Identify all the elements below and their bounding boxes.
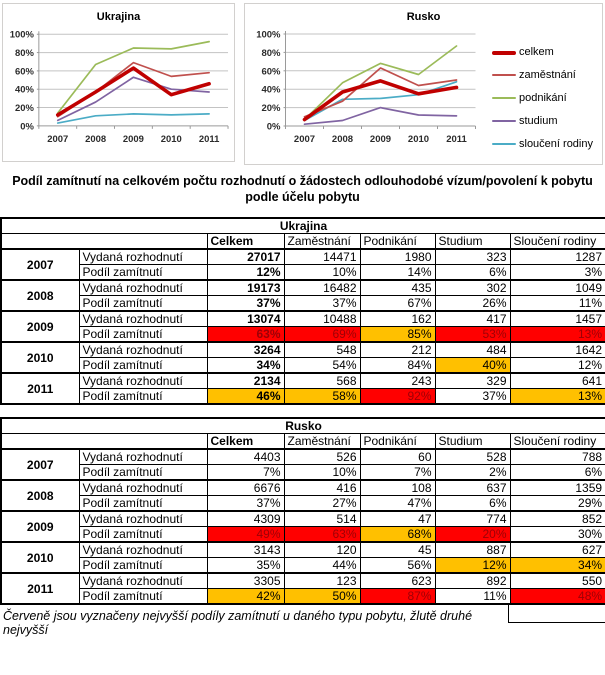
share-value: 30%	[510, 527, 605, 543]
column-header-3: Podnikání	[360, 434, 435, 450]
svg-text:2009: 2009	[369, 134, 392, 145]
legend-item-sloučení-rodiny	[492, 138, 600, 150]
svg-text:2010: 2010	[407, 134, 430, 145]
footer-row	[0, 605, 605, 637]
year-cell: 2011	[1, 573, 79, 604]
legend-line-swatch	[492, 143, 516, 145]
table-row	[1, 358, 605, 374]
decisions-value: 302	[435, 280, 510, 296]
legend-item-zaměstnání	[492, 69, 600, 81]
row-label-decisions: Vydaná rozhodnutí	[79, 373, 207, 389]
table-row	[1, 296, 605, 312]
series-studium	[305, 108, 457, 125]
share-value: 40%	[435, 358, 510, 374]
row-label-share: Podíl zamítnutí	[79, 296, 207, 312]
share-value: 63%	[207, 327, 284, 343]
decisions-value: 627	[510, 542, 605, 558]
svg-text:2010: 2010	[160, 133, 182, 145]
row-label-decisions: Vydaná rozhodnutí	[79, 511, 207, 527]
column-header-1: Celkem	[207, 234, 284, 250]
empty-grid-cell	[508, 605, 605, 623]
table-row	[1, 311, 605, 327]
svg-text:2008: 2008	[331, 134, 354, 145]
table-row	[1, 465, 605, 481]
row-label-share: Podíl zamítnutí	[79, 496, 207, 512]
table-row	[1, 573, 605, 589]
year-cell: 2009	[1, 311, 79, 342]
row-label-share: Podíl zamítnutí	[79, 589, 207, 605]
svg-text:60%: 60%	[14, 66, 34, 78]
series-celkem	[305, 81, 457, 120]
decisions-value: 526	[284, 449, 360, 465]
charts-row	[0, 0, 605, 165]
row-label-decisions: Vydaná rozhodnutí	[79, 480, 207, 496]
share-value: 2%	[435, 465, 510, 481]
decisions-value: 852	[510, 511, 605, 527]
table-row	[1, 389, 605, 405]
decisions-value: 568	[284, 373, 360, 389]
decisions-value: 623	[360, 573, 435, 589]
share-value: 7%	[207, 465, 284, 481]
decisions-value: 108	[360, 480, 435, 496]
svg-text:2007: 2007	[293, 134, 316, 145]
row-label-decisions: Vydaná rozhodnutí	[79, 249, 207, 265]
column-header-5: Sloučení rodiny	[510, 434, 605, 450]
year-cell: 2008	[1, 280, 79, 311]
year-cell: 2011	[1, 373, 79, 404]
decisions-value: 60	[360, 449, 435, 465]
svg-text:2009: 2009	[122, 133, 144, 145]
table-row	[1, 280, 605, 296]
line-chart-ukrajina	[3, 26, 234, 158]
table-row	[1, 480, 605, 496]
svg-text:40%: 40%	[14, 84, 34, 96]
decisions-value: 4309	[207, 511, 284, 527]
table-section-title: Rusko	[1, 418, 605, 434]
share-value: 6%	[510, 465, 605, 481]
decisions-value: 19173	[207, 280, 284, 296]
legend-label: sloučení rodiny	[519, 138, 593, 150]
share-value: 46%	[207, 389, 284, 405]
share-value: 3%	[510, 265, 605, 281]
svg-text:60%: 60%	[261, 66, 281, 78]
share-value: 34%	[510, 558, 605, 574]
decisions-value: 637	[435, 480, 510, 496]
svg-text:80%: 80%	[14, 48, 34, 60]
decisions-value: 4403	[207, 449, 284, 465]
decisions-value: 641	[510, 373, 605, 389]
decisions-value: 47	[360, 511, 435, 527]
svg-text:2011: 2011	[198, 133, 220, 145]
column-header-4: Studium	[435, 434, 510, 450]
decisions-value: 788	[510, 449, 605, 465]
share-value: 12%	[510, 358, 605, 374]
table-row	[1, 249, 605, 265]
decisions-value: 1980	[360, 249, 435, 265]
share-value: 10%	[284, 265, 360, 281]
share-value: 12%	[435, 558, 510, 574]
share-value: 69%	[284, 327, 360, 343]
decisions-value: 3264	[207, 342, 284, 358]
series-sloučení-rodiny	[58, 114, 209, 123]
svg-text:100%: 100%	[256, 29, 281, 41]
share-value: 47%	[360, 496, 435, 512]
chart-rusko-body	[245, 26, 602, 158]
legend-item-studium	[492, 115, 600, 127]
legend-line-swatch	[492, 51, 516, 55]
share-value: 92%	[360, 389, 435, 405]
year-cell: 2007	[1, 249, 79, 280]
share-value: 42%	[207, 589, 284, 605]
share-value: 37%	[207, 296, 284, 312]
svg-text:100%: 100%	[9, 29, 34, 41]
year-cell: 2007	[1, 449, 79, 480]
row-label-share: Podíl zamítnutí	[79, 265, 207, 281]
share-value: 11%	[435, 589, 510, 605]
decisions-value: 1049	[510, 280, 605, 296]
chart-title-ukrajina: Ukrajina	[96, 11, 141, 23]
year-cell: 2008	[1, 480, 79, 511]
legend-item-celkem	[492, 46, 600, 58]
column-header-5: Sloučení rodiny	[510, 234, 605, 250]
decisions-value: 550	[510, 573, 605, 589]
share-value: 50%	[284, 589, 360, 605]
table-rusko	[0, 417, 605, 605]
share-value: 6%	[435, 265, 510, 281]
share-value: 6%	[435, 496, 510, 512]
row-label-decisions: Vydaná rozhodnutí	[79, 573, 207, 589]
decisions-value: 3305	[207, 573, 284, 589]
share-value: 67%	[360, 296, 435, 312]
footnote: Červeně jsou vyznačeny nejvyšší podíly zamítnutí u daného typu pobytu, žlutě druhé nejvyšší	[3, 609, 473, 637]
row-label-decisions: Vydaná rozhodnutí	[79, 280, 207, 296]
share-value: 84%	[360, 358, 435, 374]
share-value: 26%	[435, 296, 510, 312]
chart-title-rusko: Rusko	[406, 11, 441, 23]
share-value: 68%	[360, 527, 435, 543]
legend-line-swatch	[492, 120, 516, 122]
svg-text:0%: 0%	[266, 121, 281, 133]
decisions-value: 13074	[207, 311, 284, 327]
share-value: 27%	[284, 496, 360, 512]
decisions-value: 774	[435, 511, 510, 527]
decisions-value: 1359	[510, 480, 605, 496]
legend-label: celkem	[519, 46, 554, 58]
share-value: 44%	[284, 558, 360, 574]
table-row	[1, 542, 605, 558]
row-label-share: Podíl zamítnutí	[79, 465, 207, 481]
decisions-value: 212	[360, 342, 435, 358]
decisions-value: 1642	[510, 342, 605, 358]
share-value: 20%	[435, 527, 510, 543]
share-value: 85%	[360, 327, 435, 343]
decisions-value: 1457	[510, 311, 605, 327]
chart-legend	[486, 26, 602, 150]
page-title: Podíl zamítnutí na celkovém počtu rozhodnutí o žádostech odlouhodobé vízum/povolení k pobytu podle účelu pobytu	[12, 174, 593, 204]
share-value: 37%	[435, 389, 510, 405]
share-value: 10%	[284, 465, 360, 481]
decisions-value: 45	[360, 542, 435, 558]
decisions-value: 27017	[207, 249, 284, 265]
table-row	[1, 327, 605, 343]
tables-container	[0, 217, 605, 605]
table-row	[1, 496, 605, 512]
table-row	[1, 449, 605, 465]
row-label-share: Podíl zamítnutí	[79, 389, 207, 405]
row-label-decisions: Vydaná rozhodnutí	[79, 342, 207, 358]
legend-line-swatch	[492, 74, 516, 76]
share-value: 34%	[207, 358, 284, 374]
column-header-4: Studium	[435, 234, 510, 250]
decisions-value: 1287	[510, 249, 605, 265]
table-row	[1, 589, 605, 605]
decisions-value: 416	[284, 480, 360, 496]
share-value: 53%	[435, 327, 510, 343]
column-header-3: Podnikání	[360, 234, 435, 250]
share-value: 7%	[360, 465, 435, 481]
decisions-value: 417	[435, 311, 510, 327]
table-section-title: Ukrajina	[1, 218, 605, 234]
decisions-value: 484	[435, 342, 510, 358]
svg-text:80%: 80%	[261, 47, 281, 59]
line-chart-rusko	[245, 26, 486, 158]
share-value: 56%	[360, 558, 435, 574]
svg-text:0%: 0%	[20, 121, 34, 133]
decisions-value: 243	[360, 373, 435, 389]
legend-label: zaměstnání	[519, 69, 576, 81]
header-empty-cell	[1, 434, 207, 450]
legend-item-podnikání	[492, 92, 600, 104]
year-cell: 2009	[1, 511, 79, 542]
column-header-2: Zaměstnání	[284, 234, 360, 250]
legend-label: podnikání	[519, 92, 567, 104]
share-value: 35%	[207, 558, 284, 574]
table-row	[1, 558, 605, 574]
row-label-share: Podíl zamítnutí	[79, 558, 207, 574]
row-label-share: Podíl zamítnutí	[79, 527, 207, 543]
table-row	[1, 373, 605, 389]
decisions-value: 14471	[284, 249, 360, 265]
decisions-value: 892	[435, 573, 510, 589]
row-label-decisions: Vydaná rozhodnutí	[79, 542, 207, 558]
table-ukrajina	[0, 217, 605, 405]
svg-text:40%: 40%	[261, 84, 281, 96]
chart-ukrajina	[2, 3, 235, 162]
decisions-value: 548	[284, 342, 360, 358]
svg-text:2007: 2007	[47, 133, 69, 145]
decisions-value: 887	[435, 542, 510, 558]
year-cell: 2010	[1, 542, 79, 573]
decisions-value: 323	[435, 249, 510, 265]
column-header-2: Zaměstnání	[284, 434, 360, 450]
decisions-value: 6676	[207, 480, 284, 496]
table-row	[1, 511, 605, 527]
share-value: 37%	[207, 496, 284, 512]
table-row	[1, 527, 605, 543]
decisions-value: 2134	[207, 373, 284, 389]
share-value: 48%	[510, 589, 605, 605]
svg-text:2008: 2008	[85, 133, 107, 145]
row-label-decisions: Vydaná rozhodnutí	[79, 449, 207, 465]
share-value: 14%	[360, 265, 435, 281]
row-label-share: Podíl zamítnutí	[79, 327, 207, 343]
decisions-value: 10488	[284, 311, 360, 327]
row-label-share: Podíl zamítnutí	[79, 358, 207, 374]
share-value: 29%	[510, 496, 605, 512]
table-row	[1, 342, 605, 358]
svg-text:20%: 20%	[261, 103, 281, 115]
share-value: 54%	[284, 358, 360, 374]
row-label-decisions: Vydaná rozhodnutí	[79, 311, 207, 327]
decisions-value: 120	[284, 542, 360, 558]
decisions-value: 528	[435, 449, 510, 465]
decisions-value: 514	[284, 511, 360, 527]
decisions-value: 162	[360, 311, 435, 327]
table-row	[1, 265, 605, 281]
decisions-value: 16482	[284, 280, 360, 296]
chart-rusko	[244, 3, 603, 165]
legend-line-swatch	[492, 97, 516, 99]
decisions-value: 3143	[207, 542, 284, 558]
svg-text:20%: 20%	[14, 103, 34, 115]
year-cell: 2010	[1, 342, 79, 373]
share-value: 12%	[207, 265, 284, 281]
share-value: 87%	[360, 589, 435, 605]
header-empty-cell	[1, 234, 207, 250]
decisions-value: 435	[360, 280, 435, 296]
share-value: 13%	[510, 327, 605, 343]
share-value: 58%	[284, 389, 360, 405]
decisions-value: 123	[284, 573, 360, 589]
legend-label: studium	[519, 115, 558, 127]
svg-text:2011: 2011	[446, 134, 467, 145]
share-value: 63%	[284, 527, 360, 543]
share-value: 49%	[207, 527, 284, 543]
share-value: 13%	[510, 389, 605, 405]
share-value: 37%	[284, 296, 360, 312]
decisions-value: 329	[435, 373, 510, 389]
column-header-1: Celkem	[207, 434, 284, 450]
share-value: 11%	[510, 296, 605, 312]
